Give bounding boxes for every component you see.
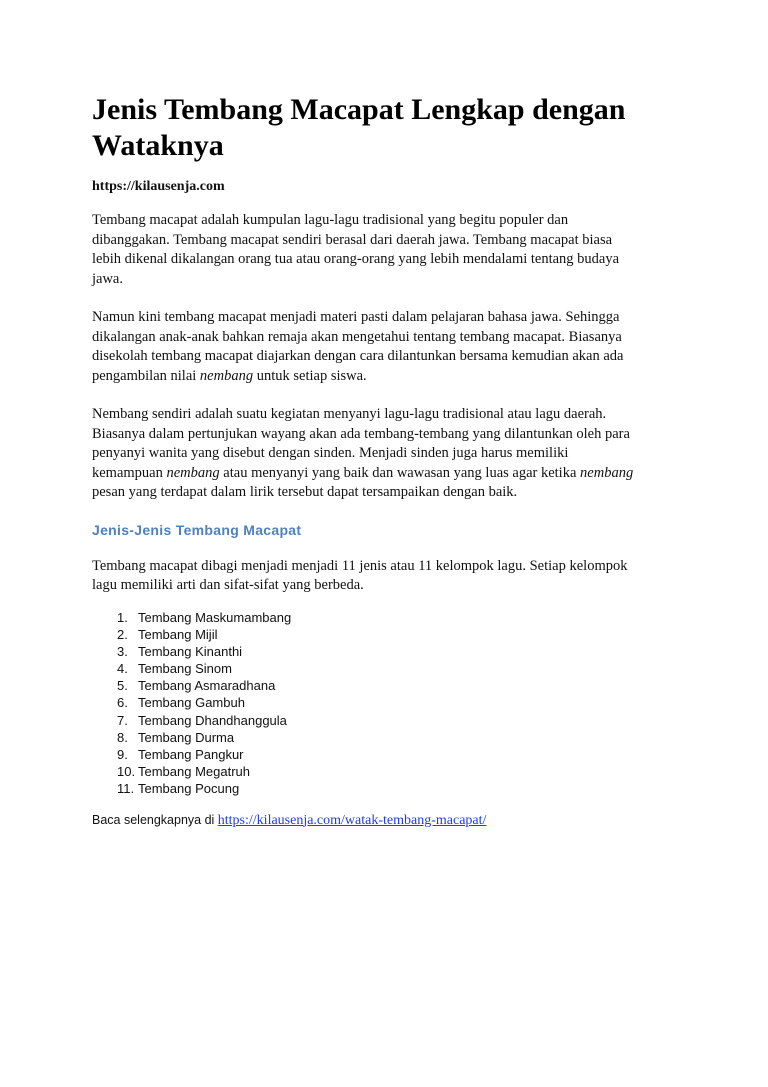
paragraph-line [92,367,680,387]
paragraph-line: lebih dikenal dikalangan orang tua atau orang-orang yang lebih mendalami tentang budaya [92,251,620,267]
document-title [92,92,680,164]
list-item-name: Tembang Pangkur [138,747,244,762]
list-item [92,729,680,746]
list-item-name: Tembang Maskumambang [138,609,292,625]
list-number: 2. [117,626,128,642]
list-number: 3. [117,643,128,659]
list-item-name: Tembang Dhandhanggula [138,712,287,728]
list-item [92,746,680,763]
list-number: 5. [117,678,128,694]
list-item-name: Tembang Gambuh [138,695,245,711]
list-item-name: Tembang Asmaradhana [138,678,276,694]
tembang-list [92,609,680,798]
section-heading: Jenis-Jenis Tembang Macapat [92,521,302,538]
paragraph-line: Tembang macapat dibagi menjadi menjadi 11 jenis atau 11 kelompok lagu. Setiap kelompok [92,557,628,574]
paragraph-line: Tembang macapat adalah kumpulan lagu-lagu tradisional yang begitu populer dan [92,212,569,228]
list-item [92,763,680,780]
list-number: 9. [117,747,128,762]
read-more-line [92,811,680,830]
list-item-name: Tembang Durma [138,729,235,745]
paragraph-line: Nembang sendiri adalah suatu kegiatan menyanyi lagu-lagu tradisional atau lagu daerah. [92,406,607,422]
text-run: kemampuan [92,464,167,481]
text-run: untuk setiap siswa. [253,367,367,384]
text-run: pengambilan nilai [92,367,200,384]
list-item [92,643,680,660]
paragraph-line: pesan yang terdapat dalam lirik tersebut dapat tersampaikan dengan baik. [92,484,518,500]
paragraph-line: lagu memiliki arti dan sifat-sifat yang berbeda. [92,577,364,593]
list-number: 7. [117,712,128,728]
paragraph-nembang [92,405,680,503]
italic-term: nembang [199,367,254,384]
list-item-name: Tembang Megatruh [138,764,251,780]
paragraph-school [92,308,680,386]
list-item [92,780,680,797]
list-item-name: Tembang Kinanthi [138,643,243,659]
list-item [92,626,680,643]
italic-term: nembang [166,464,220,481]
list-item [92,677,680,694]
paragraph-line: Namun kini tembang macapat menjadi materi pasti dalam pelajaran bahasa jawa. Sehingga [92,309,620,325]
italic-term: nembang [580,464,634,481]
paragraph-line: dibanggakan. Tembang macapat sendiri berasal dari daerah jawa. Tembang macapat biasa [92,231,613,248]
paragraph-line: disekolah tembang macapat diajarkan dengan cara dilantunkan bersama kemudian akan ada [92,348,624,364]
paragraph-line [92,464,680,484]
paragraph-types [92,557,680,596]
list-number: 11. [117,781,135,797]
list-item [92,712,680,729]
list-number: 1. [117,609,128,625]
list-item-name: Tembang Mijil [138,626,218,642]
paragraph-line: dikalangan anak-anak bahkan remaja akan mengetahui tentang tembang macapat. Biasanya [92,328,622,345]
read-more-link[interactable]: https://kilausenja.com/watak-tembang-macapat/ [217,812,487,828]
title-line-1: Jenis Tembang Macapat Lengkap dengan [92,93,626,126]
list-item [92,660,680,677]
list-item [92,694,680,711]
list-item-name: Tembang Pocung [138,781,240,797]
paragraph-line: penyanyi wanita yang disebut dengan sinden. Menjadi sinden juga harus memiliki [92,445,569,461]
source-url: https://kilausenja.com [92,179,225,194]
document-page [92,92,680,830]
title-line-2: Wataknya [92,129,224,162]
list-number: 10. [117,764,136,780]
list-item-name: Tembang Sinom [138,661,232,677]
list-number: 6. [117,695,128,711]
paragraph-line: jawa. [92,270,123,287]
list-number: 4. [117,661,128,677]
list-item [92,609,680,626]
paragraph-intro [92,211,680,289]
read-more-label: Baca selengkapnya di [92,812,218,827]
list-number: 8. [117,729,128,745]
paragraph-line: Biasanya dalam pertunjukan wayang akan ada tembang-tembang yang dilantunkan oleh para [92,425,630,442]
text-run: atau menyanyi yang baik dan wawasan yang luas agar ketika [219,464,581,481]
